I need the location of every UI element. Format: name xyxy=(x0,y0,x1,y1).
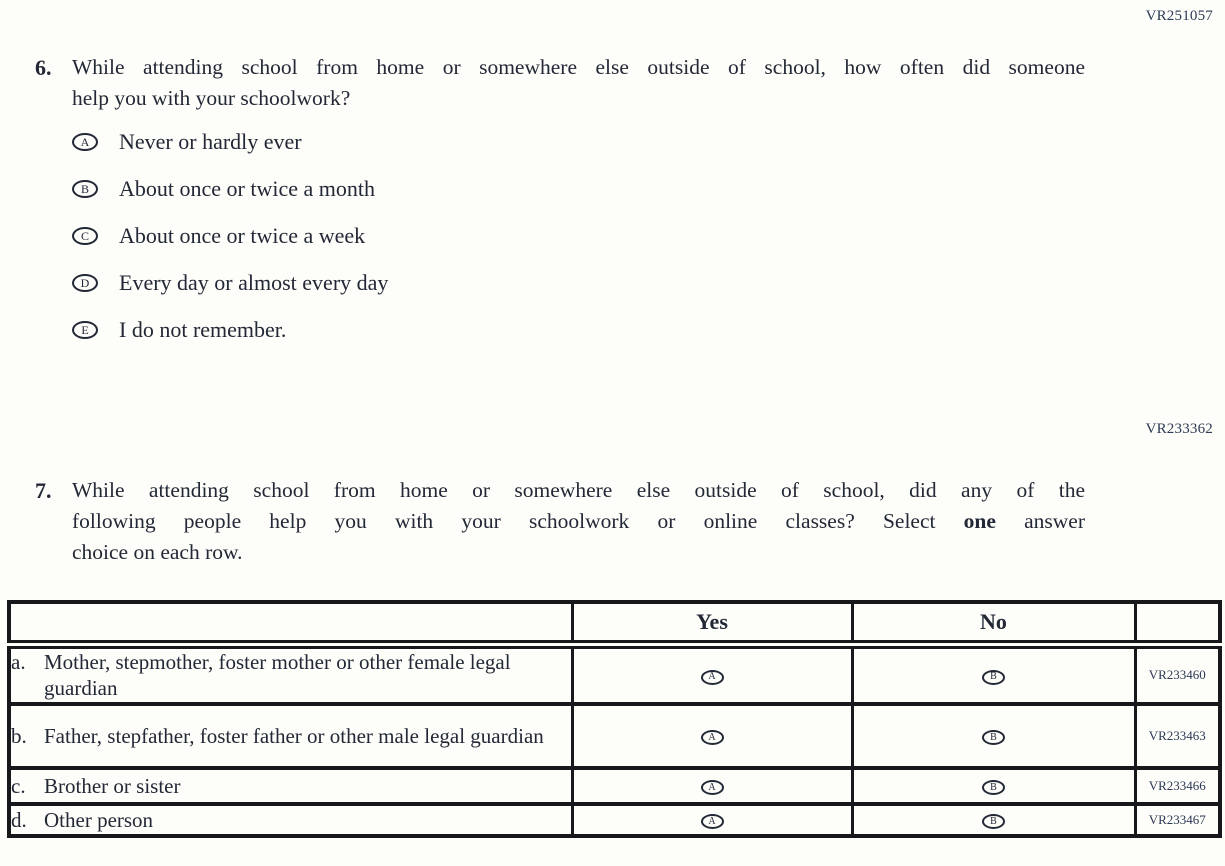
option-bubble-c-icon[interactable]: C xyxy=(72,227,98,245)
question-6 xyxy=(35,52,1087,367)
yes-choice-cell[interactable] xyxy=(572,644,852,704)
option-label: Every day or almost every day xyxy=(119,270,389,295)
table-row-mother xyxy=(9,644,1220,704)
table-header-code xyxy=(1135,602,1220,644)
option-never[interactable] xyxy=(72,129,1085,154)
option-bubble-e-icon[interactable]: E xyxy=(72,321,98,339)
row-stem xyxy=(9,644,572,704)
item-code-q7: VR233362 xyxy=(1145,421,1213,437)
yes-choice-cell[interactable] xyxy=(572,704,852,768)
option-label: About once or twice a week xyxy=(119,223,366,248)
no-choice-cell[interactable] xyxy=(852,644,1135,704)
table-header-row xyxy=(9,602,1220,644)
yes-choice-cell[interactable] xyxy=(572,768,852,804)
question-7-text-line-1: While attending school from home or somewhere else outside of school, did any of the xyxy=(72,478,1085,502)
question-7 xyxy=(35,475,1087,568)
yes-bubble-icon[interactable]: A xyxy=(701,780,724,795)
option-do-not-remember[interactable] xyxy=(72,317,1085,342)
option-bubble-b-icon[interactable]: B xyxy=(72,180,98,198)
row-text: Mother, stepmother, foster mother or other female legal guardian xyxy=(44,650,511,701)
row-letter: b. xyxy=(11,724,27,748)
question-7-answer-table xyxy=(7,600,1222,838)
no-choice-cell[interactable] xyxy=(852,704,1135,768)
table-row-sibling xyxy=(9,768,1220,804)
question-7-line2-pre: following people help you with your schoolwork or online classes? Select xyxy=(72,509,964,533)
question-7-text-line-3: choice on each row. xyxy=(72,540,243,564)
question-6-text-line-1: While attending school from home or somewhere else outside of school, how often did someone xyxy=(72,55,1085,79)
option-label: I do not remember. xyxy=(119,317,287,342)
yes-bubble-icon[interactable]: A xyxy=(701,730,724,745)
row-item-code: VR233466 xyxy=(1135,768,1220,804)
option-once-twice-week[interactable] xyxy=(72,223,1085,248)
row-text: Father, stepfather, foster father or other male legal guardian xyxy=(44,724,544,748)
no-choice-cell[interactable] xyxy=(852,768,1135,804)
row-item-code: VR233460 xyxy=(1135,644,1220,704)
item-code-q6: VR251057 xyxy=(1145,8,1213,24)
row-text: Other person xyxy=(44,808,154,832)
no-bubble-icon[interactable]: B xyxy=(982,730,1005,745)
question-7-number: 7. xyxy=(35,478,52,503)
row-item-code: VR233467 xyxy=(1135,804,1220,836)
row-stem xyxy=(9,804,572,836)
option-bubble-d-icon[interactable]: D xyxy=(72,274,98,292)
table-row-other-person xyxy=(9,804,1220,836)
option-once-twice-month[interactable] xyxy=(72,176,1085,201)
option-every-day[interactable] xyxy=(72,270,1085,295)
option-label: About once or twice a month xyxy=(119,176,375,201)
yes-bubble-icon[interactable]: A xyxy=(701,814,724,829)
table-header-yes: Yes xyxy=(572,602,852,644)
row-item-code: VR233463 xyxy=(1135,704,1220,768)
row-stem xyxy=(9,768,572,804)
table-header-stem xyxy=(9,602,572,644)
yes-choice-cell[interactable] xyxy=(572,804,852,836)
no-bubble-icon[interactable]: B xyxy=(982,814,1005,829)
row-letter: d. xyxy=(11,808,27,832)
row-text: Brother or sister xyxy=(44,774,181,798)
question-6-text-line-2: help you with your schoolwork? xyxy=(72,86,351,110)
table-header-no: No xyxy=(852,602,1135,644)
row-letter: c. xyxy=(11,774,26,798)
option-bubble-a-icon[interactable]: A xyxy=(72,133,98,151)
question-6-options xyxy=(72,129,1085,342)
no-bubble-icon[interactable]: B xyxy=(982,780,1005,795)
row-stem xyxy=(9,704,572,768)
option-label: Never or hardly ever xyxy=(119,129,302,154)
question-7-line2-post: answer xyxy=(995,509,1086,533)
question-7-body xyxy=(72,475,1085,568)
table-row-father xyxy=(9,704,1220,768)
question-6-number: 6. xyxy=(35,55,52,80)
no-bubble-icon[interactable]: B xyxy=(982,670,1005,685)
question-7-bold-word: one xyxy=(963,509,996,533)
yes-bubble-icon[interactable]: A xyxy=(701,670,724,685)
question-6-body xyxy=(72,52,1085,367)
row-letter: a. xyxy=(11,650,26,675)
question-7-text-line-2 xyxy=(72,506,1085,537)
no-choice-cell[interactable] xyxy=(852,804,1135,836)
